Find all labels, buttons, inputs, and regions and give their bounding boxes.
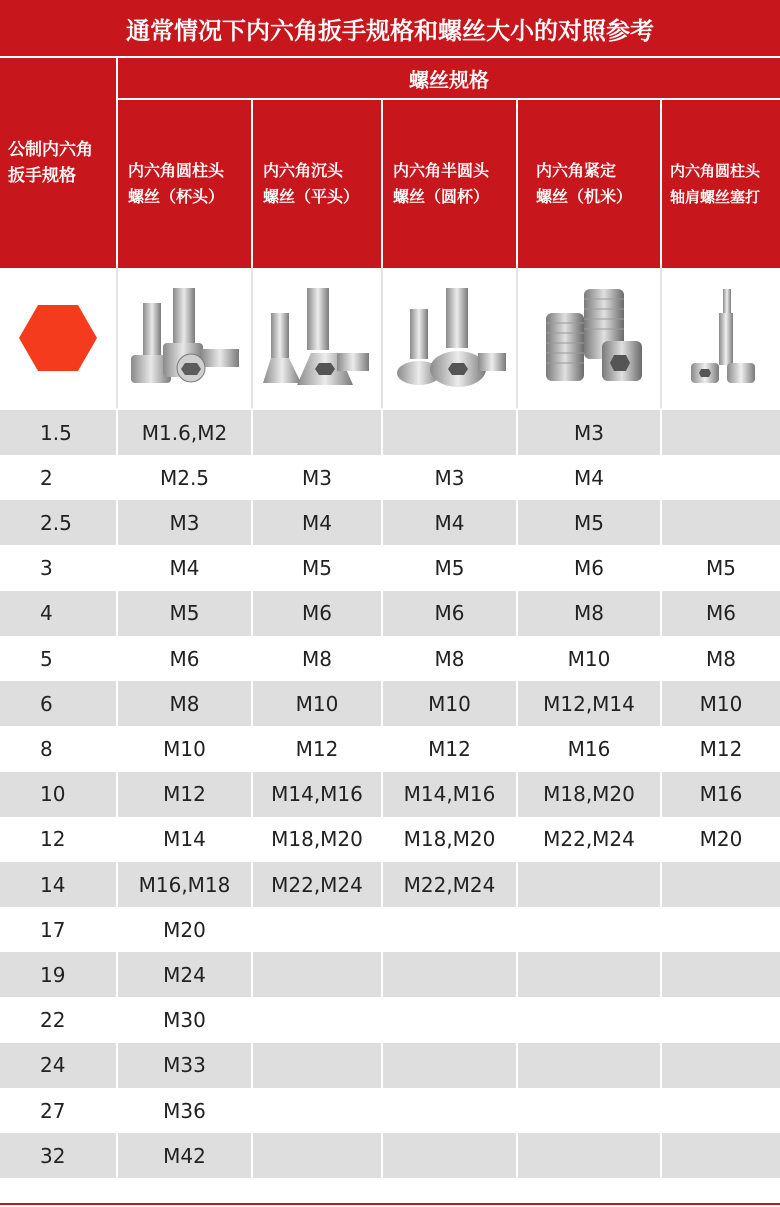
column-header-line2: 螺丝（机米） — [536, 187, 633, 206]
table-row — [0, 1043, 780, 1088]
column-header-countersunk — [253, 100, 381, 268]
wrench-size-cell: 12 — [40, 827, 66, 852]
column-header-socket-cap — [118, 100, 251, 268]
column-header-line1: 内六角圆柱头 — [670, 162, 761, 180]
screw-size-cell: M3 — [169, 510, 200, 535]
screw-size-cell — [383, 1088, 516, 1133]
wrench-size-cell: 6 — [40, 691, 53, 716]
screw-size-cell: M6 — [434, 601, 465, 626]
screw-size-cell: M3 — [434, 465, 465, 490]
screw-size-cell: M12 — [163, 782, 206, 807]
wrench-size-cell: 17 — [40, 917, 66, 942]
wrench-size-cell: 27 — [40, 1098, 66, 1123]
screw-size-cell: M4 — [169, 556, 200, 581]
screw-size-cell: M22,M24 — [271, 872, 363, 897]
table-row — [0, 546, 780, 591]
wrench-size-cell: 3 — [40, 556, 53, 581]
column-header-line2: 轴肩螺丝塞打 — [670, 188, 761, 206]
screw-size-cell: M24 — [163, 962, 206, 987]
bottom-divider — [0, 1203, 780, 1205]
screw-size-cell — [662, 455, 780, 500]
table-row — [0, 500, 780, 545]
screw-size-cell — [383, 1133, 516, 1178]
screw-size-cell — [253, 1133, 381, 1178]
screw-size-cell — [662, 862, 780, 907]
column-header-button-head — [383, 100, 516, 268]
screw-size-cell: M14,M16 — [271, 782, 363, 807]
column-header-line1: 内六角半圆头 — [393, 161, 490, 180]
wrench-size-cell: 22 — [40, 1008, 66, 1033]
screw-size-cell — [383, 998, 516, 1043]
screw-size-cell — [662, 1088, 780, 1133]
column-header-line2: 螺丝（平头） — [263, 187, 360, 206]
column-header-line2: 螺丝（圆杯） — [393, 187, 490, 206]
screw-size-cell — [662, 1043, 780, 1088]
screw-size-cell — [383, 907, 516, 952]
screw-size-cell: M8 — [434, 646, 465, 671]
wrench-size-cell: 32 — [40, 1143, 66, 1168]
column-header-line1: 内六角紧定 — [536, 161, 617, 180]
wrench-size-cell: 4 — [40, 601, 53, 626]
screw-size-cell: M10 — [567, 646, 611, 671]
wrench-size-header — [0, 58, 116, 268]
screw-size-cell: M42 — [163, 1143, 206, 1168]
screw-size-cell — [253, 952, 381, 997]
column-header-line2: 螺丝（杯头） — [128, 187, 225, 206]
screw-size-cell: M18,M20 — [403, 827, 496, 852]
table-row — [0, 410, 780, 455]
table-row — [0, 907, 780, 952]
wrench-size-cell: 24 — [40, 1053, 66, 1078]
screw-size-cell: M10 — [428, 691, 471, 716]
screw-size-cell: M8 — [574, 601, 604, 626]
screw-size-cell: M8 — [169, 691, 200, 716]
column-header-shoulder-screw — [662, 100, 780, 268]
screw-size-cell: M20 — [163, 917, 206, 942]
table-row — [0, 998, 780, 1043]
screw-size-cell — [518, 1133, 660, 1178]
screw-size-cell: M16,M18 — [138, 872, 231, 897]
wrench-size-header-line2: 扳手规格 — [8, 166, 76, 186]
screw-spec-group-header: 螺丝规格 — [409, 67, 489, 92]
screw-size-cell — [383, 410, 516, 455]
screw-size-cell: M4 — [574, 465, 604, 490]
table-header — [0, 58, 780, 268]
screw-size-cell — [253, 998, 381, 1043]
screw-size-cell: M5 — [706, 556, 736, 581]
wrench-size-cell: 5 — [40, 646, 53, 671]
screw-size-cell — [518, 952, 660, 997]
column-header-set-screw — [518, 100, 660, 268]
screw-size-cell: M8 — [302, 646, 332, 671]
screw-size-cell — [253, 410, 381, 455]
screw-size-cell — [662, 1133, 780, 1178]
screw-size-cell: M3 — [302, 465, 332, 490]
table-row — [0, 1088, 780, 1133]
screw-size-cell: M3 — [574, 420, 604, 445]
screw-size-cell: M12 — [699, 736, 743, 761]
screw-size-cell: M6 — [706, 601, 736, 626]
table-row — [0, 455, 780, 500]
screw-size-cell: M12 — [428, 736, 471, 761]
screw-size-cell: M2.5 — [159, 465, 210, 490]
screw-size-cell: M14,M16 — [403, 782, 496, 807]
screw-size-cell: M22,M24 — [543, 827, 635, 852]
screw-size-cell: M18,M20 — [543, 782, 635, 807]
screw-size-cell: M5 — [302, 556, 332, 581]
screw-size-cell: M16 — [699, 782, 743, 807]
screw-size-cell: M6 — [169, 646, 200, 671]
screw-size-cell: M14 — [163, 827, 206, 852]
table-row — [0, 817, 780, 862]
table-row — [0, 772, 780, 817]
screw-size-cell: M4 — [302, 510, 332, 535]
set-screw-icon — [518, 268, 660, 408]
wrench-size-cell: 10 — [40, 782, 66, 807]
table-row — [0, 681, 780, 726]
screw-size-cell: M8 — [706, 646, 736, 671]
screw-size-cell: M6 — [302, 601, 332, 626]
table-row — [0, 591, 780, 636]
screw-size-cell — [518, 862, 660, 907]
table-row — [0, 726, 780, 771]
screw-size-cell — [662, 952, 780, 997]
screw-size-cell: M16 — [567, 736, 611, 761]
screw-size-cell: M4 — [434, 510, 465, 535]
screw-size-cell: M6 — [574, 556, 604, 581]
screw-size-cell — [518, 1088, 660, 1133]
wrench-size-cell: 8 — [40, 736, 53, 761]
button-head-screw-icon — [383, 268, 516, 408]
screw-size-cell: M12,M14 — [543, 691, 635, 716]
wrench-size-cell: 2.5 — [40, 510, 72, 535]
screw-size-cell — [253, 1088, 381, 1133]
wrench-size-header-line1: 公制内六角 — [8, 140, 93, 160]
column-header-line1: 内六角圆柱头 — [128, 161, 225, 180]
screw-size-cell: M33 — [163, 1053, 206, 1078]
screw-size-cell — [662, 500, 780, 545]
screw-size-cell — [518, 907, 660, 952]
screw-size-cell — [383, 952, 516, 997]
product-image-row — [0, 268, 780, 408]
column-header-line1: 内六角沉头 — [263, 161, 344, 180]
wrench-size-cell: 1.5 — [40, 420, 72, 445]
socket-cap-screw-icon — [118, 268, 251, 408]
screw-size-cell: M5 — [574, 510, 604, 535]
screw-size-cell — [253, 907, 381, 952]
screw-size-cell: M22,M24 — [403, 872, 496, 897]
table-row — [0, 1133, 780, 1178]
screw-size-cell — [662, 907, 780, 952]
screw-size-cell: M1.6,M2 — [141, 420, 228, 445]
screw-size-cell: M10 — [699, 691, 743, 716]
screw-size-cell: M12 — [295, 736, 339, 761]
screw-size-cell — [662, 998, 780, 1043]
table-row — [0, 636, 780, 681]
table-row — [0, 862, 780, 907]
screw-size-cell — [518, 998, 660, 1043]
screw-size-cell: M30 — [163, 1008, 206, 1033]
screw-size-cell — [662, 410, 780, 455]
screw-size-cell: M10 — [295, 691, 339, 716]
screw-size-cell: M10 — [163, 736, 206, 761]
hexagon-icon — [0, 268, 116, 408]
wrench-size-cell: 14 — [40, 872, 66, 897]
screw-size-cell: M36 — [163, 1098, 206, 1123]
countersunk-screw-icon — [253, 268, 381, 408]
screw-size-cell — [518, 1043, 660, 1088]
table-row — [0, 952, 780, 997]
page-title: 通常情况下内六角扳手规格和螺丝大小的对照参考 — [0, 0, 780, 56]
screw-size-cell: M5 — [434, 556, 465, 581]
screw-size-cell: M18,M20 — [271, 827, 363, 852]
wrench-size-cell: 2 — [40, 465, 53, 490]
screw-size-cell — [253, 1043, 381, 1088]
shoulder-screw-icon — [662, 268, 780, 408]
screw-size-cell — [383, 1043, 516, 1088]
screw-size-cell: M20 — [699, 827, 743, 852]
screw-size-cell: M5 — [169, 601, 200, 626]
wrench-size-cell: 19 — [40, 962, 66, 987]
